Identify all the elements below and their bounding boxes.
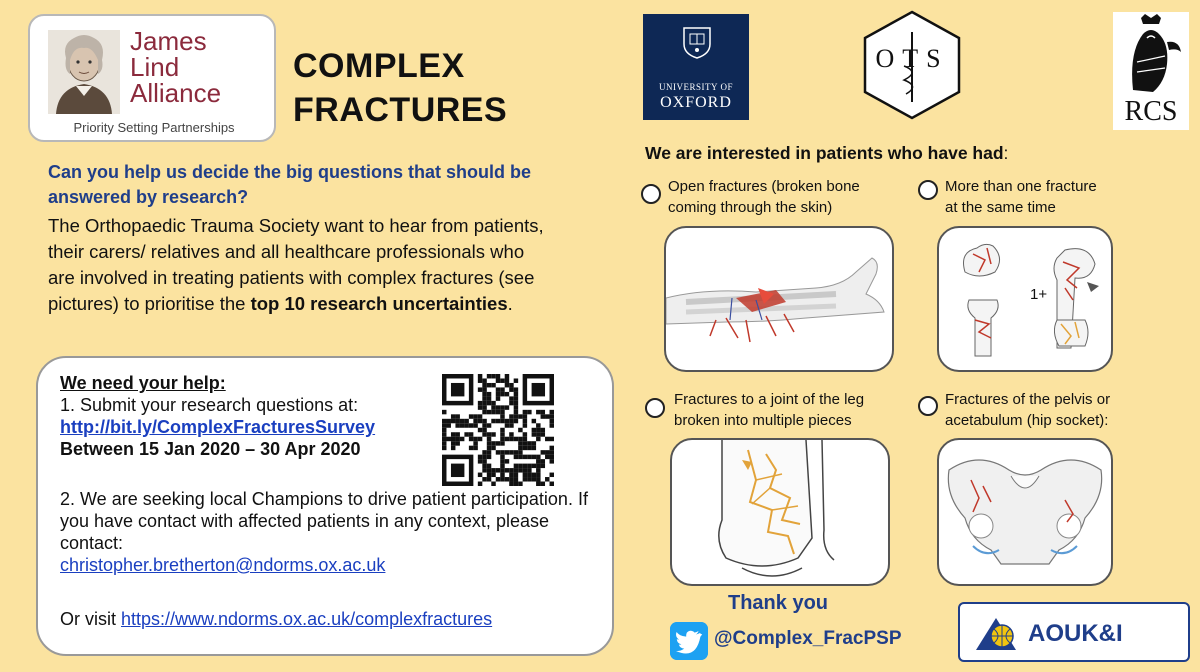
joint-fracture-line1: Fractures to a joint of the leg xyxy=(674,391,865,408)
rcs-text: RCS xyxy=(1124,96,1178,127)
survey-dates: Between 15 Jan 2020 – 30 Apr 2020 xyxy=(60,439,361,459)
jla-subtitle: Priority Setting Partnerships xyxy=(73,120,235,135)
open-fracture-line1: Open fractures (broken bone xyxy=(668,178,860,195)
help-heading: We need your help: xyxy=(60,373,226,393)
help-step2: 2. We are seeking local Champions to drive patient participation. If you have contact with affected patients in any context, please contact: xyxy=(60,489,588,553)
joint-fracture-line2: broken into multiple pieces xyxy=(674,412,852,429)
open-fracture-illustration xyxy=(664,226,894,372)
jla-name-line3: Alliance xyxy=(130,78,222,108)
contact-email-link[interactable]: christopher.bretherton@ndorms.ox.ac.uk xyxy=(60,555,386,575)
jla-name xyxy=(130,28,270,106)
pelvis-fracture-line2: acetabulum (hip socket): xyxy=(945,412,1109,429)
intro-paragraph xyxy=(48,213,548,317)
intro-text: The Orthopaedic Trauma Society want to hear from patients, their carers/ relatives and all healthcare professionals who are involved in treating patients with complex fractures (see pictures) to prioritise the xyxy=(48,215,544,314)
rcs-logo xyxy=(1113,12,1189,130)
jla-logo xyxy=(28,14,276,142)
interest-heading xyxy=(645,143,1008,164)
joint-fracture-radio[interactable] xyxy=(645,398,665,418)
pelvis-fracture-line1: Fractures of the pelvis or xyxy=(945,391,1111,408)
page-title xyxy=(293,44,553,132)
ots-logo xyxy=(862,10,962,120)
qr-code[interactable] xyxy=(442,374,554,486)
james-lind-portrait xyxy=(48,30,120,114)
jla-name-line1: James xyxy=(130,26,207,56)
interest-heading-text: We are interested in patients who have had xyxy=(645,143,1004,163)
joint-fracture-label xyxy=(674,389,914,431)
intro-bold: top 10 research uncertainties xyxy=(250,293,508,314)
multiple-fracture-illustration xyxy=(937,226,1113,372)
twitter-icon[interactable] xyxy=(670,622,708,660)
oxford-line1: UNIVERSITY OF xyxy=(659,82,733,92)
pelvis-fracture-label xyxy=(945,389,1165,431)
joint-fracture-illustration xyxy=(670,438,890,586)
aouk-mountain-icon xyxy=(974,614,1020,652)
title-line2: FRACTURES xyxy=(293,91,508,129)
twitter-handle[interactable]: @Complex_FracPSP xyxy=(714,628,902,649)
multiple-fracture-label xyxy=(945,176,1165,218)
aouk-text: AOUK&I xyxy=(1028,620,1123,647)
visit-line xyxy=(60,608,492,630)
open-fracture-label xyxy=(668,176,898,218)
interest-heading-colon: : xyxy=(1003,143,1009,163)
multiple-fracture-line1: More than one fracture xyxy=(945,178,1097,195)
jla-name-line2: Lind xyxy=(130,52,180,82)
rcs-crest-icon xyxy=(1113,12,1189,96)
oxford-line2: OXFORD xyxy=(660,94,732,111)
multiple-fracture-line2: at the same time xyxy=(945,199,1056,216)
pelvis-fracture-illustration xyxy=(937,438,1113,586)
help-step1: 1. Submit your research questions at: xyxy=(60,395,359,415)
visit-prefix: Or visit xyxy=(60,609,121,629)
thank-you-text: Thank you xyxy=(728,592,829,614)
survey-link[interactable]: http://bit.ly/ComplexFracturesSurvey xyxy=(60,417,376,437)
question-heading: Can you help us decide the big questions that should be answered by research? xyxy=(48,162,532,207)
ots-text: OTS xyxy=(875,44,949,73)
help-box xyxy=(36,356,614,656)
aouk-logo xyxy=(958,602,1190,662)
multiple-count-label: 1+ xyxy=(1030,286,1048,303)
title-line1: COMPLEX xyxy=(293,47,465,85)
oxford-crest-icon xyxy=(682,26,712,60)
multiple-fracture-radio[interactable] xyxy=(918,180,938,200)
visit-link[interactable]: https://www.ndorms.ox.ac.uk/complexfractures xyxy=(121,609,493,629)
intro-end: . xyxy=(507,293,513,314)
open-fracture-radio[interactable] xyxy=(641,184,661,204)
open-fracture-line2: coming through the skin) xyxy=(668,199,833,216)
oxford-logo xyxy=(643,14,749,120)
pelvis-fracture-radio[interactable] xyxy=(918,396,938,416)
